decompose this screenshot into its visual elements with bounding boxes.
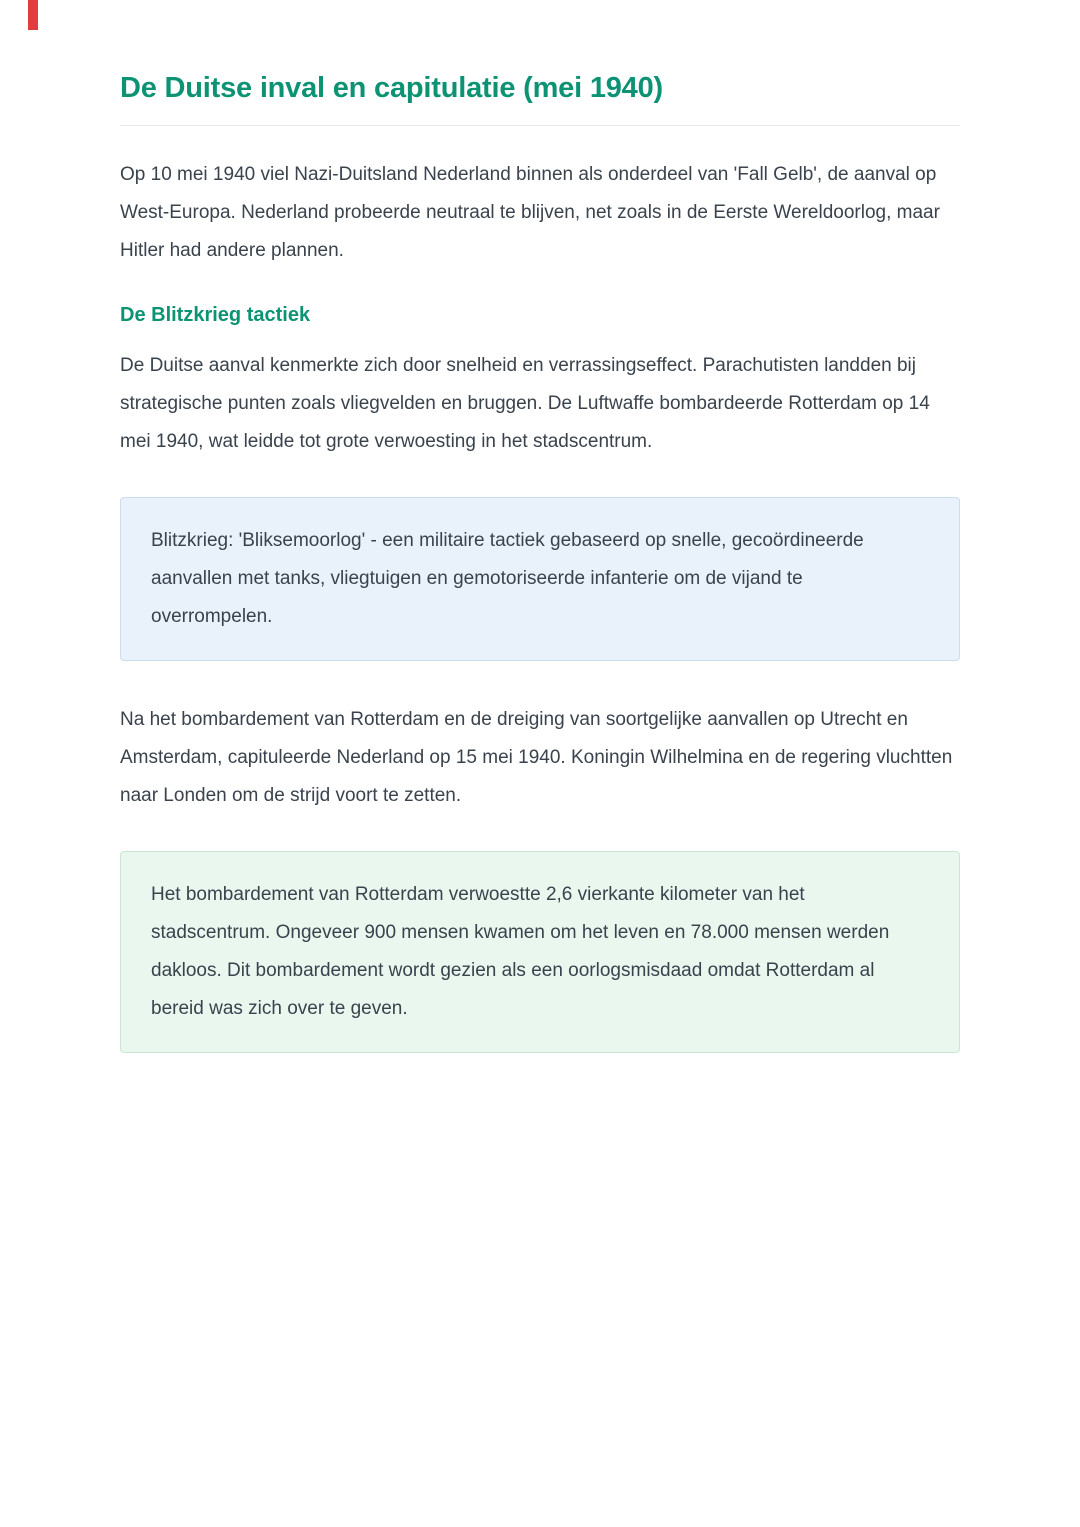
capitulation-paragraph: Na het bombardement van Rotterdam en de dreiging van soortgelijke aanvallen op Utrecht en Amsterdam, capituleerde Nederland op 15 mei 1940. Koningin Wilhelmina en de regering vluchtten naar Londen om de strijd voort te zetten.: [120, 709, 953, 806]
page-title: De Duitse inval en capitulatie (mei 1940): [120, 72, 960, 126]
fact-box-rotterdam: [120, 851, 960, 1053]
definition-box-text: Blitzkrieg: 'Bliksemoorlog' - een militaire tactiek gebaseerd op snelle, gecoördineerde aanvallen met tanks, vliegtuigen en gemotoriseerde infanterie om de vijand te overrompelen.: [151, 530, 864, 627]
fact-box-text: Het bombardement van Rotterdam verwoestte 2,6 vierkante kilometer van het stadscentrum. Ongeveer 900 mensen kwamen om het leven en 78.000 mensen werden dakloos. Dit bombardement wordt gezien als een oorlogsmisdaad omdat Rotterdam al bereid was zich over te geven.: [151, 884, 890, 1019]
definition-box-blitzkrieg: [120, 497, 960, 661]
blitzkrieg-paragraph: De Duitse aanval kenmerkte zich door snelheid en verrassingseffect. Parachutisten landden bij strategische punten zoals vliegvelden en bruggen. De Luftwaffe bombardeerde Rotterdam op 14 mei 1940, wat leidde tot grote verwoesting in het stadscentrum.: [120, 355, 930, 452]
red-corner-marker: [28, 0, 38, 30]
section-heading-blitzkrieg: De Blitzkrieg tactiek: [120, 304, 311, 326]
intro-paragraph: Op 10 mei 1940 viel Nazi-Duitsland Nederland binnen als onderdeel van 'Fall Gelb', de aanval op West-Europa. Nederland probeerde neutraal te blijven, net zoals in de Eerste Wereldoorlog, maar Hitler had andere plannen.: [120, 164, 940, 261]
